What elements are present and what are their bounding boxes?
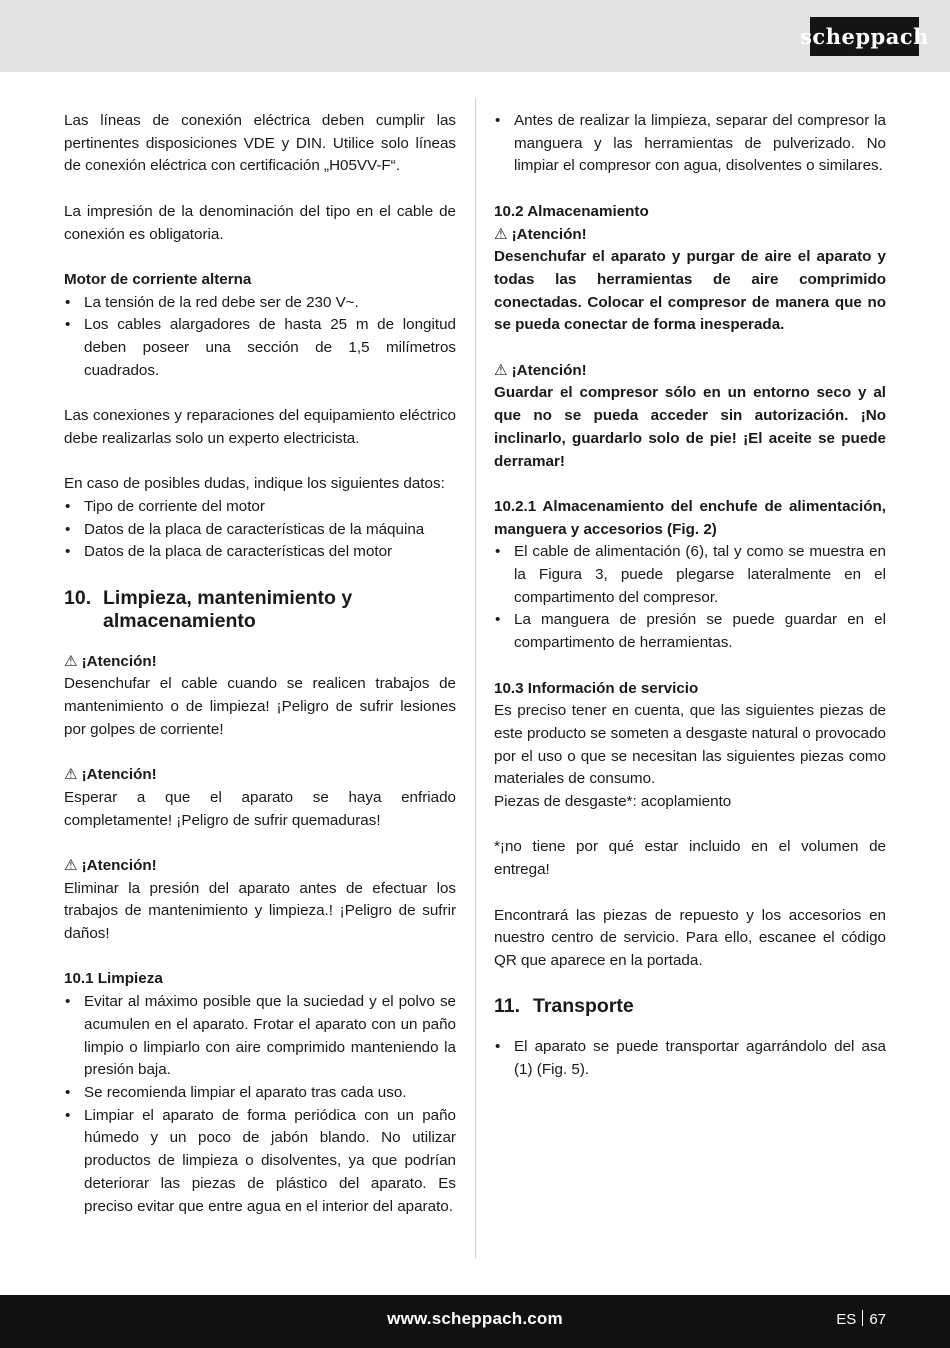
- intro-paragraph-2: La impresión de la denominación del tipo en el cable de conexión es obligatoria.: [64, 202, 456, 243]
- warning-label: ¡Atención!: [511, 361, 587, 379]
- storage-subheading: 10.2 Almacenamiento: [494, 202, 649, 220]
- warning-heading: [64, 764, 456, 787]
- wear-parts-line: Piezas de desgaste*: acoplamiento: [494, 793, 732, 811]
- page-number: [836, 1310, 886, 1328]
- warning-triangle-icon: ⚠: [64, 766, 78, 784]
- cleaning-subheading: 10.1 Limpieza: [64, 970, 163, 988]
- list-item: • La tensión de la red debe ser de 230 V~.: [64, 292, 456, 315]
- service-paragraph: Es preciso tener en cuenta, que las siguientes piezas de este producto se someten a desgaste natural o provocado por el uso o que se necesitan las siguientes piezas como materiales de consumo.: [494, 702, 886, 788]
- warning-triangle-icon: ⚠: [64, 856, 78, 874]
- warning-label: ¡Atención!: [81, 856, 157, 874]
- repair-paragraph: Las conexiones y reparaciones del equipamiento eléctrico debe realizarlas solo un experto electricista.: [64, 407, 456, 447]
- list-item: • Tipo de corriente del motor: [64, 496, 456, 519]
- warning-heading: [494, 224, 886, 247]
- page-number-value: 67: [869, 1311, 886, 1328]
- section-title: Transporte: [533, 995, 634, 1018]
- section-number: 11.: [494, 995, 521, 1018]
- website-link[interactable]: www.scheppach.com: [387, 1309, 563, 1328]
- warning-text: Eliminar la presión del aparato antes de efectuar los trabajos de mantenimiento y limpieza.! ¡Peligro de sufrir daños!: [64, 879, 456, 943]
- warning-block-2: [64, 764, 456, 832]
- doubts-paragraph: En caso de posibles dudas, indique los siguientes datos:: [64, 475, 445, 493]
- column-divider: [475, 98, 476, 1258]
- language-code: ES: [836, 1311, 857, 1328]
- plug-storage-subheading: 10.2.1 Almacenamiento del enchufe de alimentación, manguera y accesorios (Fig. 2): [494, 497, 886, 538]
- warning-heading: [64, 855, 456, 878]
- storage-warning-2: [494, 360, 886, 474]
- section-title: Limpieza, mantenimiento y almacenamiento: [103, 586, 353, 632]
- warning-label: ¡Atención!: [81, 766, 157, 784]
- cleaning-list: [64, 991, 456, 1218]
- motor-subheading: Motor de corriente alterna: [64, 270, 252, 288]
- list-item: • El aparato se puede transportar agarrándolo del asa (1) (Fig. 5).: [494, 1036, 886, 1081]
- warning-triangle-icon: ⚠: [64, 652, 78, 670]
- warning-label: ¡Atención!: [511, 225, 587, 243]
- warning-heading: [64, 651, 456, 674]
- plug-storage-list: [494, 541, 886, 655]
- warning-text: Guardar el compresor sólo en un entorno seco y al que no se pueda acceder sin autorización. ¡No inclinarlo, guardarlo solo de pie! ¡El aceite se puede derramar!: [494, 384, 886, 470]
- list-item: • El cable de alimentación (6), tal y como se muestra en la Figura 3, puede plegarse lateralmente en el compartimento del compresor.: [494, 541, 886, 609]
- warning-text: Desenchufar el cable cuando se realicen trabajos de mantenimiento o de limpieza! ¡Peligro de sufrir lesiones por golpes de corriente!: [64, 675, 456, 738]
- left-column: [64, 110, 456, 1218]
- section-number: 10.: [64, 586, 92, 609]
- doubts-list: [64, 496, 456, 564]
- warning-triangle-icon: ⚠: [494, 225, 508, 243]
- right-column: [494, 110, 886, 1082]
- spare-parts-paragraph: Encontrará las piezas de repuesto y los accesorios en nuestro centro de servicio. Para ello, escanee el código QR que aparece en la portada.: [494, 906, 886, 969]
- list-item: • Datos de la placa de características de la máquina: [64, 519, 456, 542]
- section-11-heading: [494, 995, 886, 1018]
- intro-paragraph-1: Las líneas de conexión eléctrica deben cumplir las pertinentes disposiciones VDE y DIN. Utilice solo líneas de conexión eléctrica con certificación „H05VV-F“.: [64, 112, 456, 175]
- page-separator: [862, 1310, 863, 1326]
- list-item: • Evitar al máximo posible que la suciedad y el polvo se acumulen en el aparato. Frotar el aparato con un paño limpio o limpiarlo con aire comprimido manteniendo la presión baja.: [64, 991, 456, 1082]
- cleaning-list-continued: [494, 110, 886, 178]
- service-subheading: 10.3 Información de servicio: [494, 679, 699, 697]
- list-item: • Los cables alargadores de hasta 25 m de longitud deben poseer una sección de 1,5 milímetros cuadrados.: [64, 314, 456, 382]
- section-10-heading: [64, 587, 456, 633]
- list-item: • Antes de realizar la limpieza, separar del compresor la manguera y las herramientas de pulverizado. No limpiar el compresor con agua, disolventes o similares.: [494, 110, 886, 178]
- warning-text: Esperar a que el aparato se haya enfriado completamente! ¡Peligro de sufrir quemaduras!: [64, 788, 456, 829]
- transport-list: [494, 1036, 886, 1081]
- list-item: • Limpiar el aparato de forma periódica con un paño húmedo y un poco de jabón blando. No utilizar productos de limpieza o disolventes, ya que podrían deteriorar las piezas de plástico del aparato. Es preciso evitar que entre agua en el interior del aparato.: [64, 1105, 456, 1219]
- warning-triangle-icon: ⚠: [494, 361, 508, 379]
- warning-block-3: [64, 855, 456, 946]
- warning-text: Desenchufar el aparato y purgar de aire el aparato y todas las herramientas de aire comprimido conectadas. Colocar el compresor de manera que no se pueda conectar de forma inesperada.: [494, 248, 886, 334]
- warning-block-1: [64, 651, 456, 742]
- page-header: [0, 0, 950, 72]
- motor-list: [64, 292, 456, 383]
- list-item: • Se recomienda limpiar el aparato tras cada uso.: [64, 1082, 456, 1105]
- footnote-paragraph: *¡no tiene por qué estar incluido en el volumen de entrega!: [494, 838, 886, 879]
- list-item: • La manguera de presión se puede guardar en el compartimento de herramientas.: [494, 609, 886, 654]
- warning-label: ¡Atención!: [81, 652, 157, 670]
- page-footer: [0, 1295, 950, 1348]
- storage-warning-1: [494, 224, 886, 338]
- brand-logo: scheppach: [810, 17, 919, 56]
- list-item: • Datos de la placa de características del motor: [64, 541, 456, 564]
- warning-heading: [494, 360, 886, 383]
